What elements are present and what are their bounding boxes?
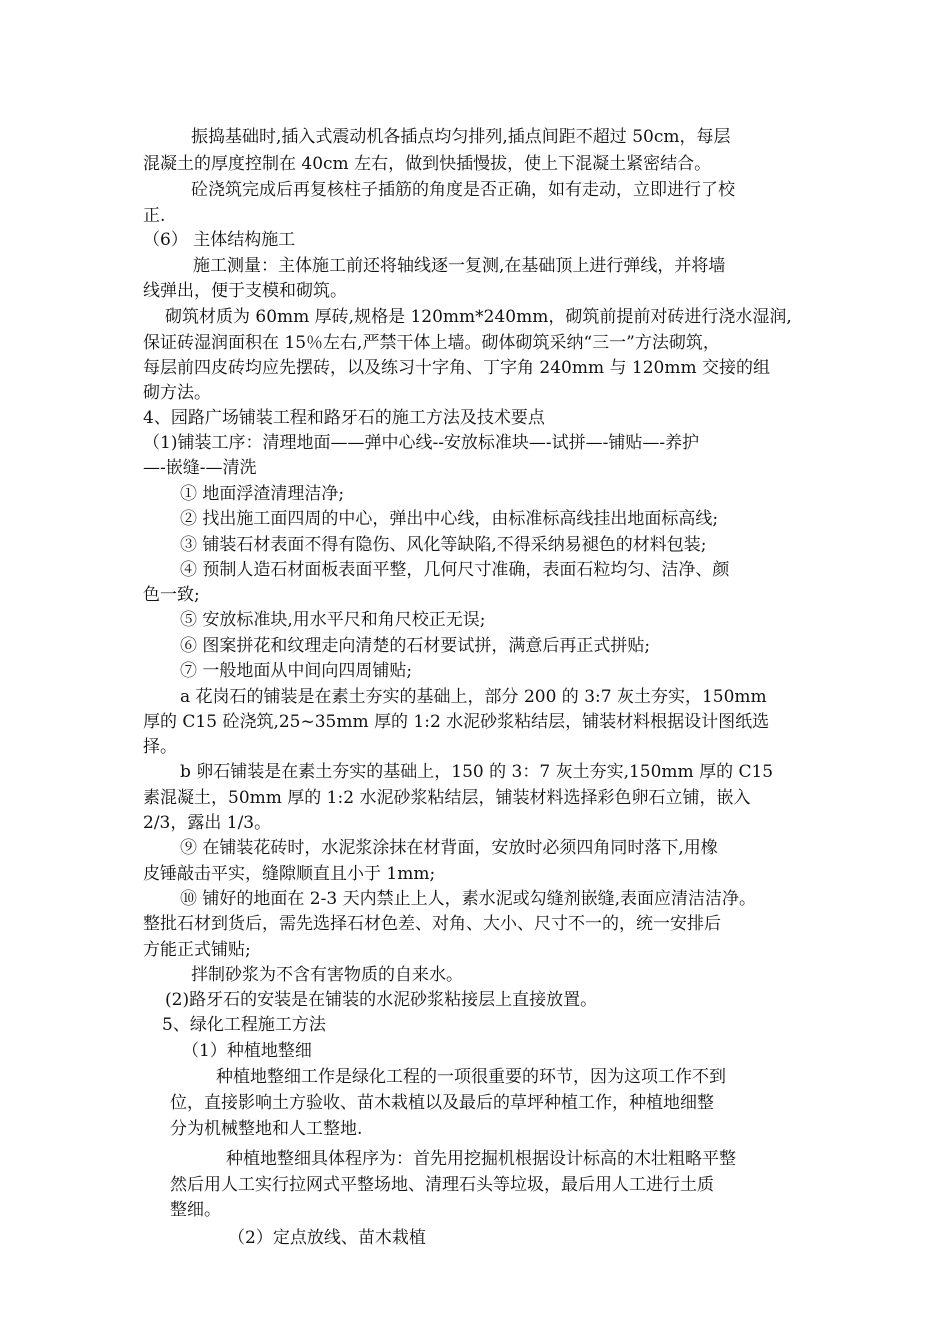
section-heading: （6） 主体结构施工 — [143, 230, 296, 250]
section-heading: （2）定点放线、苗木栽植 — [228, 1228, 426, 1248]
text-line: 然后用人工实行拉网式平整场地、清理石头等垃圾，最后用人工进行土质 — [170, 1175, 714, 1195]
text-line: 施工测量：主体施工前还将轴线逐一复测,在基础顶上进行弹线，并将墙 — [193, 256, 726, 276]
text-line: 素混凝土，50mm 厚的 1:2 水泥砂浆粘结层，铺装材料选择彩色卵石立铺，嵌入 — [143, 788, 751, 808]
list-item: b 卵石铺装是在素土夯实的基础上，150 的 3：7 灰土夯实,150mm 厚的 C15 — [180, 762, 774, 782]
text-line: 每层前四皮砖均应先摆砖，以及练习十字角、丁字角 240mm 与 120mm 交接的组 — [143, 358, 770, 378]
section-heading: （1）种植地整细 — [182, 1041, 312, 1061]
text-line: 正. — [143, 206, 166, 226]
section-heading: 4、园路广场铺装工程和路牙石的施工方法及技术要点 — [143, 408, 545, 428]
text-line: 振捣基础时,插入式震动机各插点均匀排列,插点间距不超过 50cm，每层 — [191, 127, 731, 147]
text-line: 位，直接影响土方验收、苗木栽植以及最后的草坪种植工作，种植地细整 — [170, 1093, 714, 1113]
text-line: 方能正式铺贴; — [143, 940, 251, 960]
text-line: 种植地整细工作是绿化工程的一项很重要的环节，因为这项工作不到 — [216, 1067, 726, 1087]
section-heading: 5、绿化工程施工方法 — [162, 1015, 326, 1035]
text-line: 厚的 C15 砼浇筑,25~35mm 厚的 1:2 水泥砂浆粘结层，铺装材料根据设计图纸选 — [143, 712, 770, 732]
text-line: 色一致; — [143, 585, 200, 605]
text-line: 砌筑材质为 60mm 厚砖,规格是 120mm*240mm，砌筑前提前对砖进行浇水湿润, — [165, 307, 792, 327]
list-item: ⑤ 安放标准块,用水平尺和角尺校正无误; — [180, 610, 486, 630]
text-line: 分为机械整地和人工整地. — [170, 1119, 363, 1139]
list-item: ⑩ 铺好的地面在 2-3 天内禁止上人，素水泥或勾缝剂嵌缝,表面应清洁洁净。 — [180, 889, 756, 909]
text-line: 皮锤敲击平实，缝隙顺直且小于 1mm; — [143, 864, 436, 884]
text-line: 择。 — [143, 737, 177, 757]
text-line: 保证砖湿润面积在 15％左右,严禁干体上墙。砌体砌筑采纳“三一”方法砌筑， — [143, 333, 720, 353]
text-line: (2)路牙石的安装是在铺装的水泥砂浆粘接层上直接放置。 — [165, 990, 598, 1010]
text-line: （1)铺装工序：清理地面——弹中心线--安放标准块—-试拼—-铺贴—-养护 — [143, 433, 700, 453]
list-item: ⑦ 一般地面从中间向四周铺贴; — [180, 661, 413, 681]
list-item: ② 找出施工面四周的中心，弹出中心线，由标准标高线挂出地面标高线; — [180, 509, 719, 529]
text-line: 2/3，露出 1/3。 — [143, 813, 272, 833]
text-line: 砌方法。 — [143, 383, 211, 403]
text-line: 砼浇筑完成后再复核柱子插筋的角度是否正确，如有走动，立即进行了校 — [191, 180, 735, 200]
text-line: 整细。 — [170, 1200, 221, 1220]
list-item: ① 地面浮渣清理洁净; — [180, 484, 345, 504]
list-item: ③ 铺装石材表面不得有隐伤、风化等缺陷,不得采纳易褪色的材料包装; — [180, 535, 707, 555]
list-item: a 花岗石的铺装是在素土夯实的基础上，部分 200 的 3:7 灰土夯实，150mm — [180, 687, 767, 707]
list-item: ④ 预制人造石材面板表面平整，几何尺寸准确，表面石粒均匀、洁净、颜 — [180, 560, 730, 580]
text-line: 拌制砂浆为不含有害物质的自来水。 — [191, 965, 463, 985]
text-line: 线弹出，便于支模和砌筑。 — [143, 281, 347, 301]
text-line: 种植地整细具体程序为：首先用挖掘机根据设计标高的木壮粗略平整 — [226, 1149, 736, 1169]
list-item: ⑨ 在铺装花砖时，水泥浆涂抹在材背面，安放时必须四角同时落下,用橡 — [180, 838, 718, 858]
text-line: 整批石材到货后，需先选择石材色差、对角、大小、尺寸不一的，统一安排后 — [143, 914, 721, 934]
text-line: —-嵌缝-—清洗 — [143, 458, 257, 478]
list-item: ⑥ 图案拼花和纹理走向清楚的石材要试拼，满意后再正式拼贴; — [180, 636, 651, 656]
text-line: 混凝土的厚度控制在 40cm 左右，做到快插慢拔，使上下混凝土紧密结合。 — [143, 154, 712, 174]
